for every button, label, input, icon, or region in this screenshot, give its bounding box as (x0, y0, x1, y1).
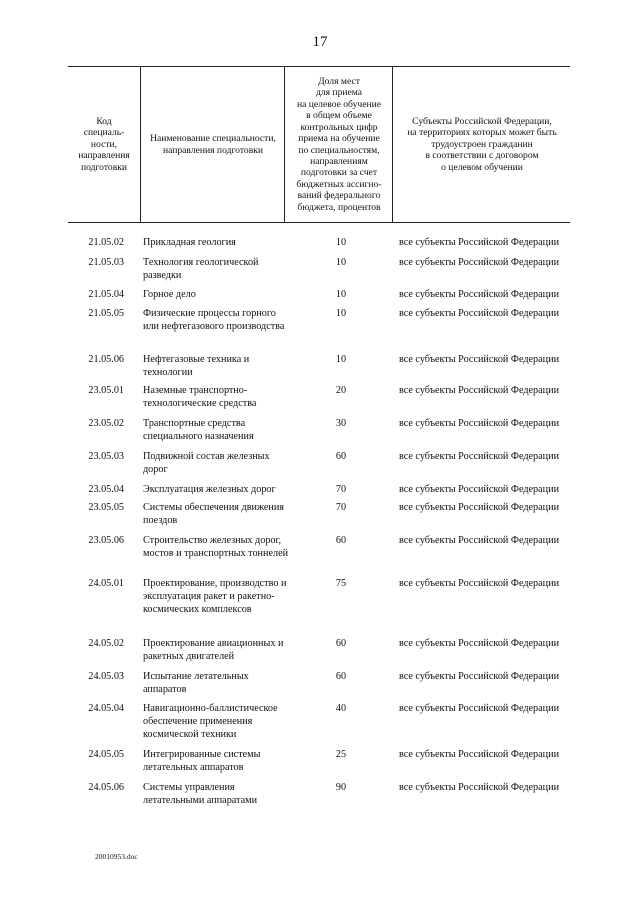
row-subjects: все субъекты Российской Федерации (398, 308, 560, 319)
row-subjects: все субъекты Российской Федерации (398, 354, 560, 365)
row-subjects: все субъекты Российской Федерации (398, 237, 560, 248)
row-share: 10 (335, 257, 347, 268)
header-subjects-label: Субъекты Российской Федерации, на территориях которых может быть трудоустроен гражданин в соответствии с договором о целевом обучении (407, 115, 557, 173)
row-subjects: все субъекты Российской Федерации (398, 257, 560, 268)
row-name: Эксплуатация железных дорог (143, 484, 276, 495)
row-name: Навигационно-баллистическое обеспечение применения космической техники (143, 703, 278, 740)
row-share: 60 (335, 535, 347, 546)
header-share-cell (284, 67, 393, 222)
row-share: 10 (335, 308, 347, 319)
page-number: 17 (312, 34, 328, 50)
row-code: 24.05.02 (88, 638, 124, 649)
row-code: 24.05.06 (88, 782, 124, 793)
row-name: Технология геологической разведки (143, 257, 259, 281)
row-share: 10 (335, 237, 347, 248)
row-code: 23.05.02 (88, 418, 124, 429)
table-header (68, 66, 570, 223)
row-name: Транспортные средства специального назначения (143, 418, 254, 442)
row-share: 90 (335, 782, 347, 793)
row-name: Прикладная геология (143, 237, 236, 248)
row-name: Системы обеспечения движения поездов (143, 502, 284, 526)
row-subjects: все субъекты Российской Федерации (398, 749, 560, 760)
row-share: 25 (335, 749, 347, 760)
row-name: Испытание летательных аппаратов (143, 671, 249, 695)
row-code: 24.05.05 (88, 749, 124, 760)
row-code: 24.05.01 (88, 578, 124, 589)
row-subjects: все субъекты Российской Федерации (398, 535, 560, 546)
row-subjects: все субъекты Российской Федерации (398, 703, 560, 714)
row-share: 60 (335, 451, 347, 462)
row-code: 23.05.03 (88, 451, 124, 462)
row-code: 21.05.06 (88, 354, 124, 365)
row-name: Подвижной состав железных дорог (143, 451, 270, 475)
row-name: Проектирование, производство и эксплуатация ракет и ракетно-космических комплексов (143, 578, 287, 615)
row-share: 70 (335, 502, 347, 513)
row-share: 30 (335, 418, 347, 429)
row-share: 10 (335, 289, 347, 300)
row-name: Строительство железных дорог, мостов и транспортных тоннелей (143, 535, 289, 559)
header-subjects-cell (392, 67, 571, 222)
row-code: 23.05.04 (88, 484, 124, 495)
row-subjects: все субъекты Российской Федерации (398, 418, 560, 429)
row-subjects: все субъекты Российской Федерации (398, 782, 560, 793)
row-name: Проектирование авиационных и ракетных двигателей (143, 638, 284, 662)
row-subjects: все субъекты Российской Федерации (398, 385, 560, 396)
row-name: Физические процессы горного или нефтегазового производства (143, 308, 285, 332)
row-subjects: все субъекты Российской Федерации (398, 484, 560, 495)
row-share: 60 (335, 638, 347, 649)
header-share-label: Доля мест для приема на целевое обучение в общем объеме контрольных цифр приема на обучение по специальностям, направлениям подготовки за счет бюджетных ассигно- ваний федерального бюджета, процентов (296, 76, 382, 213)
row-share: 10 (335, 354, 347, 365)
row-name: Горное дело (143, 289, 196, 300)
row-name: Наземные транспортно-технологические средства (143, 385, 257, 409)
row-code: 23.05.05 (88, 502, 124, 513)
header-code-label: Код специаль- ности, направления подготовки (78, 115, 130, 173)
row-subjects: все субъекты Российской Федерации (398, 578, 560, 589)
row-code: 23.05.01 (88, 385, 124, 396)
row-subjects: все субъекты Российской Федерации (398, 451, 560, 462)
header-name-cell (140, 67, 285, 222)
header-name-label: Наименование специальности, направления подготовки (150, 133, 276, 156)
row-subjects: все субъекты Российской Федерации (398, 289, 560, 300)
row-subjects: все субъекты Российской Федерации (398, 502, 560, 513)
row-subjects: все субъекты Российской Федерации (398, 638, 560, 649)
row-code: 24.05.03 (88, 671, 124, 682)
row-name: Системы управления летательными аппаратами (143, 782, 258, 806)
header-code-cell (68, 67, 140, 222)
row-code: 23.05.06 (88, 535, 124, 546)
row-share: 40 (335, 703, 347, 714)
row-code: 21.05.03 (88, 257, 124, 268)
row-share: 70 (335, 484, 347, 495)
row-name: Интегрированные системы летательных аппаратов (143, 749, 261, 773)
row-share: 20 (335, 385, 347, 396)
row-name: Нефтегазовые техника и технологии (143, 354, 250, 378)
row-code: 21.05.04 (88, 289, 124, 300)
row-code: 24.05.04 (88, 703, 124, 714)
row-share: 75 (335, 578, 347, 589)
document-filename: 20010953.doc (95, 852, 138, 861)
row-share: 60 (335, 671, 347, 682)
row-code: 21.05.02 (88, 237, 124, 248)
row-code: 21.05.05 (88, 308, 124, 319)
row-subjects: все субъекты Российской Федерации (398, 671, 560, 682)
